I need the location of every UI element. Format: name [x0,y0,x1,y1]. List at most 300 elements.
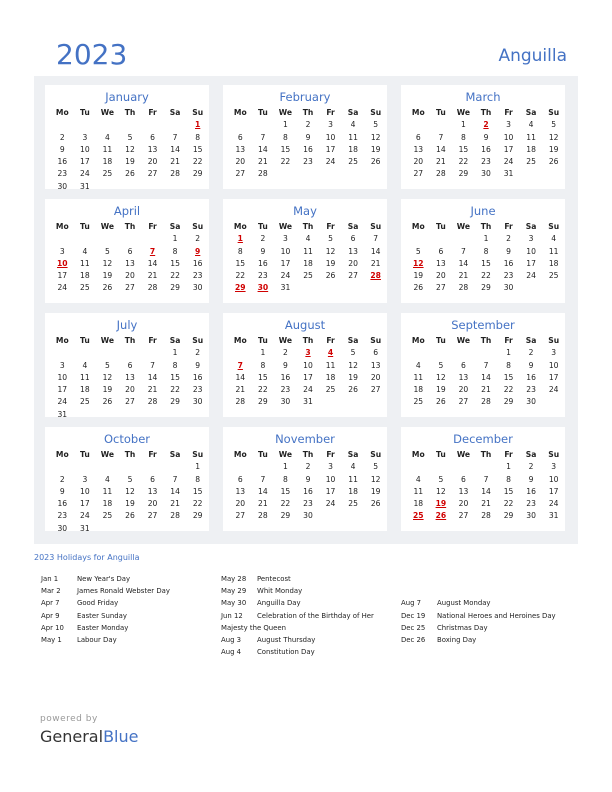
day-cell[interactable]: 23 [481,157,491,167]
day-cell[interactable]: 22 [481,271,491,281]
day-cell[interactable]: 10 [325,132,336,142]
day-cell[interactable]: 7 [373,234,379,244]
day-cell[interactable]: 13 [458,372,469,382]
day-cell[interactable]: 22 [503,385,514,395]
day-cell[interactable]: 18 [348,486,358,496]
day-cell[interactable]: 25 [413,511,424,521]
day-cell[interactable]: 27 [235,169,246,179]
day-cell[interactable]: 14 [170,144,180,154]
day-cell[interactable]: 22 [258,385,268,395]
day-cell[interactable]: 14 [481,486,491,496]
day-cell[interactable]: 13 [235,486,246,496]
day-cell[interactable]: 4 [327,348,334,358]
day-cell[interactable]: 30 [57,523,68,533]
day-cell[interactable]: 19 [436,385,446,395]
day-cell[interactable]: 16 [303,144,313,154]
day-cell[interactable]: 29 [503,511,514,521]
day-cell[interactable]: 23 [192,385,203,395]
day-cell[interactable]: 30 [257,283,269,293]
day-cell[interactable]: 25 [348,157,358,167]
day-cell[interactable]: 26 [125,169,135,179]
day-cell[interactable]: 7 [172,132,178,142]
day-cell[interactable]: 20 [458,385,469,395]
day-cell[interactable]: 14 [170,486,180,496]
day-cell[interactable]: 16 [57,499,68,509]
day-cell[interactable]: 11 [80,258,90,268]
day-cell[interactable]: 4 [105,132,110,142]
day-cell[interactable]: 20 [147,157,158,167]
day-cell[interactable]: 18 [102,157,113,167]
day-cell[interactable]: 17 [325,486,336,496]
day-cell[interactable]: 16 [192,372,203,382]
day-cell[interactable]: 23 [503,271,514,281]
day-cell[interactable]: 3 [551,462,557,472]
day-cell[interactable]: 3 [59,246,65,256]
day-cell[interactable]: 5 [415,246,421,256]
day-cell[interactable]: 23 [303,499,313,509]
day-cell[interactable]: 30 [192,283,203,293]
day-cell[interactable]: 4 [350,462,356,472]
day-cell[interactable]: 21 [436,157,446,167]
day-cell[interactable]: 9 [195,360,201,370]
day-cell[interactable]: 18 [80,385,90,395]
day-cell[interactable]: 6 [461,474,466,484]
day-cell[interactable]: 8 [195,132,201,142]
day-cell[interactable]: 16 [526,372,536,382]
day-cell[interactable]: 1 [237,234,243,244]
day-cell[interactable]: 26 [435,511,447,521]
day-cell[interactable]: 20 [348,258,358,268]
day-cell[interactable]: 2 [195,348,201,358]
day-cell[interactable]: 27 [147,169,158,179]
day-cell[interactable]: 31 [80,181,90,191]
day-cell[interactable]: 11 [80,372,90,382]
day-cell[interactable]: 20 [370,372,381,382]
day-cell[interactable]: 3 [82,474,88,484]
day-cell[interactable]: 11 [348,474,358,484]
day-cell[interactable]: 18 [303,258,313,268]
day-cell[interactable]: 26 [125,511,135,521]
day-cell[interactable]: 29 [458,169,469,179]
day-cell[interactable]: 29 [503,397,514,407]
day-cell[interactable]: 7 [483,360,489,370]
day-cell[interactable]: 10 [325,474,336,484]
day-cell[interactable]: 25 [526,157,536,167]
day-cell[interactable]: 12 [548,132,559,142]
day-cell[interactable]: 18 [413,499,424,509]
day-cell[interactable]: 8 [237,246,243,256]
day-cell[interactable]: 10 [80,486,90,496]
day-cell[interactable]: 22 [235,271,246,281]
day-cell[interactable]: 16 [258,258,268,268]
day-cell[interactable]: 28 [258,169,268,179]
day-cell[interactable]: 20 [413,157,424,167]
day-cell[interactable]: 28 [258,511,268,521]
day-cell[interactable]: 21 [481,499,491,509]
day-cell[interactable]: 18 [413,385,424,395]
day-cell[interactable]: 11 [102,486,113,496]
day-cell[interactable]: 13 [235,144,246,154]
day-cell[interactable]: 6 [150,474,155,484]
day-cell[interactable]: 8 [283,474,288,484]
day-cell[interactable]: 1 [260,348,266,358]
day-cell[interactable]: 5 [105,246,110,256]
day-cell[interactable]: 17 [80,157,90,167]
day-cell[interactable]: 5 [438,474,444,484]
day-cell[interactable]: 19 [102,271,113,281]
day-cell[interactable]: 28 [436,169,446,179]
day-cell[interactable]: 2 [195,234,201,244]
day-cell[interactable]: 6 [127,360,133,370]
day-cell[interactable]: 11 [548,246,559,256]
day-cell[interactable]: 7 [438,132,444,142]
day-cell[interactable]: 7 [237,360,243,370]
day-cell[interactable]: 5 [350,348,356,358]
day-cell[interactable]: 21 [258,499,268,509]
day-cell[interactable]: 13 [125,258,135,268]
day-cell[interactable]: 5 [105,360,110,370]
day-cell[interactable]: 17 [503,144,514,154]
day-cell[interactable]: 1 [195,462,201,472]
day-cell[interactable]: 22 [458,157,469,167]
day-cell[interactable]: 9 [195,246,201,256]
brand-logo[interactable] [40,727,138,746]
day-cell[interactable]: 7 [461,246,466,256]
day-cell[interactable]: 6 [461,360,466,370]
day-cell[interactable]: 2 [305,120,311,130]
day-cell[interactable]: 17 [548,372,559,382]
day-cell[interactable]: 24 [80,169,90,179]
day-cell[interactable]: 30 [526,397,536,407]
day-cell[interactable]: 25 [325,385,336,395]
day-cell[interactable]: 13 [413,144,424,154]
day-cell[interactable]: 8 [506,474,511,484]
day-cell[interactable]: 22 [503,499,514,509]
day-cell[interactable]: 30 [526,511,536,521]
day-cell[interactable]: 19 [413,271,424,281]
day-cell[interactable]: 30 [481,169,491,179]
day-cell[interactable]: 1 [506,348,511,358]
day-cell[interactable]: 9 [305,132,311,142]
day-cell[interactable]: 6 [150,132,155,142]
day-cell[interactable]: 23 [526,385,536,395]
day-cell[interactable]: 25 [80,283,90,293]
day-cell[interactable]: 12 [436,486,446,496]
day-cell[interactable]: 5 [127,474,133,484]
day-cell[interactable]: 7 [260,474,266,484]
day-cell[interactable]: 25 [548,271,559,281]
day-cell[interactable]: 5 [373,462,379,472]
day-cell[interactable]: 18 [325,372,336,382]
day-cell[interactable]: 20 [458,499,469,509]
day-cell[interactable]: 24 [80,511,90,521]
day-cell[interactable]: 14 [436,144,446,154]
day-cell[interactable]: 15 [235,258,246,268]
day-cell[interactable]: 7 [483,474,489,484]
day-cell[interactable]: 28 [235,397,246,407]
day-cell[interactable]: 12 [102,258,113,268]
day-cell[interactable]: 14 [147,258,158,268]
day-cell[interactable]: 1 [461,120,466,130]
day-cell[interactable]: 2 [283,348,288,358]
day-cell[interactable]: 15 [280,144,291,154]
day-cell[interactable]: 21 [147,271,158,281]
day-cell[interactable]: 22 [170,385,180,395]
day-cell[interactable]: 1 [483,234,489,244]
day-cell[interactable]: 29 [258,397,268,407]
day-cell[interactable]: 8 [172,246,178,256]
day-cell[interactable]: 30 [192,397,203,407]
day-cell[interactable]: 24 [526,271,536,281]
day-cell[interactable]: 19 [435,499,447,509]
day-cell[interactable]: 9 [283,360,288,370]
day-cell[interactable]: 4 [551,234,557,244]
day-cell[interactable]: 26 [548,157,559,167]
day-cell[interactable]: 17 [57,385,68,395]
day-cell[interactable]: 11 [526,132,536,142]
day-cell[interactable]: 23 [303,157,313,167]
day-cell[interactable]: 22 [192,157,203,167]
day-cell[interactable]: 16 [57,157,68,167]
day-cell[interactable]: 26 [413,283,424,293]
day-cell[interactable]: 30 [57,181,68,191]
day-cell[interactable]: 17 [548,486,559,496]
day-cell[interactable]: 20 [125,271,135,281]
day-cell[interactable]: 23 [280,385,291,395]
day-cell[interactable]: 7 [149,246,156,256]
day-cell[interactable]: 3 [283,234,288,244]
day-cell[interactable]: 9 [59,144,65,154]
day-cell[interactable]: 9 [59,486,65,496]
day-cell[interactable]: 12 [370,132,381,142]
day-cell[interactable]: 28 [370,271,381,281]
day-cell[interactable]: 28 [481,511,491,521]
day-cell[interactable]: 24 [548,385,559,395]
day-cell[interactable]: 2 [260,234,266,244]
day-cell[interactable]: 29 [170,283,180,293]
day-cell[interactable]: 20 [235,499,246,509]
day-cell[interactable]: 13 [147,144,158,154]
day-cell[interactable]: 22 [280,157,291,167]
day-cell[interactable]: 1 [283,120,288,130]
day-cell[interactable]: 1 [172,348,178,358]
day-cell[interactable]: 18 [526,144,536,154]
day-cell[interactable]: 9 [483,132,489,142]
day-cell[interactable]: 3 [82,132,88,142]
day-cell[interactable]: 22 [192,499,203,509]
day-cell[interactable]: 21 [235,385,246,395]
day-cell[interactable]: 29 [170,397,180,407]
day-cell[interactable]: 21 [458,271,469,281]
day-cell[interactable]: 19 [370,486,381,496]
day-cell[interactable]: 4 [528,120,534,130]
day-cell[interactable]: 27 [348,271,358,281]
day-cell[interactable]: 3 [506,120,511,130]
day-cell[interactable]: 8 [461,132,466,142]
day-cell[interactable]: 14 [147,372,158,382]
day-cell[interactable]: 6 [127,246,133,256]
day-cell[interactable]: 20 [436,271,446,281]
day-cell[interactable]: 30 [303,511,313,521]
day-cell[interactable]: 12 [325,246,336,256]
day-cell[interactable]: 15 [503,372,514,382]
day-cell[interactable]: 24 [303,385,313,395]
day-cell[interactable]: 10 [526,246,536,256]
day-cell[interactable]: 11 [413,372,424,382]
day-cell[interactable]: 25 [80,397,90,407]
day-cell[interactable]: 3 [551,348,557,358]
day-cell[interactable]: 23 [57,511,68,521]
day-cell[interactable]: 30 [280,397,291,407]
day-cell[interactable]: 26 [370,499,381,509]
day-cell[interactable]: 25 [102,511,113,521]
day-cell[interactable]: 12 [413,258,424,268]
day-cell[interactable]: 27 [370,385,381,395]
day-cell[interactable]: 26 [370,157,381,167]
day-cell[interactable]: 9 [260,246,266,256]
day-cell[interactable]: 10 [280,246,291,256]
day-cell[interactable]: 11 [102,144,113,154]
day-cell[interactable]: 21 [170,499,180,509]
day-cell[interactable]: 15 [170,258,180,268]
day-cell[interactable]: 26 [102,397,113,407]
day-cell[interactable]: 9 [506,246,511,256]
day-cell[interactable]: 28 [147,397,158,407]
day-cell[interactable]: 12 [436,372,446,382]
day-cell[interactable]: 31 [57,409,68,419]
day-cell[interactable]: 6 [373,348,379,358]
day-cell[interactable]: 7 [172,474,178,484]
day-cell[interactable]: 8 [283,132,288,142]
day-cell[interactable]: 28 [481,397,491,407]
day-cell[interactable]: 27 [125,397,135,407]
day-cell[interactable]: 8 [172,360,178,370]
day-cell[interactable]: 16 [526,486,536,496]
day-cell[interactable]: 9 [528,474,534,484]
day-cell[interactable]: 27 [413,169,424,179]
day-cell[interactable]: 20 [125,385,135,395]
day-cell[interactable]: 29 [481,283,491,293]
day-cell[interactable]: 26 [325,271,336,281]
day-cell[interactable]: 19 [125,499,135,509]
day-cell[interactable]: 5 [551,120,557,130]
day-cell[interactable]: 13 [436,258,446,268]
day-cell[interactable]: 11 [413,486,424,496]
day-cell[interactable]: 28 [458,283,469,293]
day-cell[interactable]: 19 [370,144,381,154]
day-cell[interactable]: 23 [57,169,68,179]
day-cell[interactable]: 10 [57,258,68,268]
day-cell[interactable]: 2 [59,474,65,484]
day-cell[interactable]: 21 [258,157,268,167]
day-cell[interactable]: 19 [348,372,358,382]
day-cell[interactable]: 19 [102,385,113,395]
day-cell[interactable]: 10 [503,132,514,142]
day-cell[interactable]: 17 [303,372,313,382]
day-cell[interactable]: 12 [348,360,358,370]
day-cell[interactable]: 27 [125,283,135,293]
day-cell[interactable]: 8 [483,246,489,256]
day-cell[interactable]: 4 [82,246,88,256]
day-cell[interactable]: 27 [436,283,446,293]
day-cell[interactable]: 5 [328,234,333,244]
day-cell[interactable]: 13 [125,372,135,382]
day-cell[interactable]: 26 [436,397,446,407]
day-cell[interactable]: 21 [481,385,491,395]
day-cell[interactable]: 11 [325,360,336,370]
day-cell[interactable]: 14 [258,144,268,154]
day-cell[interactable]: 24 [503,157,514,167]
day-cell[interactable]: 2 [305,462,311,472]
day-cell[interactable]: 12 [102,372,113,382]
day-cell[interactable]: 28 [147,283,158,293]
day-cell[interactable]: 12 [125,144,135,154]
day-cell[interactable]: 8 [195,474,201,484]
day-cell[interactable]: 5 [373,120,379,130]
day-cell[interactable]: 24 [57,397,68,407]
day-cell[interactable]: 2 [506,234,511,244]
day-cell[interactable]: 8 [506,360,511,370]
day-cell[interactable]: 10 [57,372,68,382]
day-cell[interactable]: 28 [170,169,180,179]
day-cell[interactable]: 17 [325,144,336,154]
day-cell[interactable]: 6 [350,234,356,244]
day-cell[interactable]: 11 [348,132,358,142]
day-cell[interactable]: 5 [438,360,444,370]
day-cell[interactable]: 15 [192,486,203,496]
day-cell[interactable]: 24 [280,271,291,281]
day-cell[interactable]: 7 [260,132,266,142]
day-cell[interactable]: 9 [528,360,534,370]
day-cell[interactable]: 31 [548,511,559,521]
day-cell[interactable]: 13 [458,486,469,496]
day-cell[interactable]: 10 [548,474,559,484]
day-cell[interactable]: 20 [235,157,246,167]
day-cell[interactable]: 18 [348,144,358,154]
day-cell[interactable]: 6 [438,246,444,256]
day-cell[interactable]: 17 [80,499,90,509]
day-cell[interactable]: 3 [328,462,333,472]
day-cell[interactable]: 29 [235,283,246,293]
day-cell[interactable]: 24 [548,499,559,509]
day-cell[interactable]: 29 [192,511,203,521]
day-cell[interactable]: 29 [192,169,203,179]
day-cell[interactable]: 6 [237,474,243,484]
day-cell[interactable]: 16 [303,486,313,496]
day-cell[interactable]: 25 [413,397,424,407]
day-cell[interactable]: 16 [503,258,514,268]
day-cell[interactable]: 30 [503,283,514,293]
day-cell[interactable]: 2 [528,462,534,472]
day-cell[interactable]: 3 [328,120,333,130]
day-cell[interactable]: 27 [147,511,158,521]
day-cell[interactable]: 4 [350,120,356,130]
day-cell[interactable]: 31 [303,397,313,407]
day-cell[interactable]: 17 [280,258,291,268]
day-cell[interactable]: 24 [325,499,336,509]
day-cell[interactable]: 11 [303,246,313,256]
day-cell[interactable]: 17 [526,258,536,268]
day-cell[interactable]: 29 [280,511,291,521]
day-cell[interactable]: 8 [260,360,266,370]
day-cell[interactable]: 4 [305,234,311,244]
day-cell[interactable]: 15 [481,258,491,268]
day-cell[interactable]: 23 [192,271,203,281]
day-cell[interactable]: 15 [170,372,180,382]
day-cell[interactable]: 23 [258,271,268,281]
day-cell[interactable]: 31 [280,283,291,293]
day-cell[interactable]: 3 [59,360,65,370]
